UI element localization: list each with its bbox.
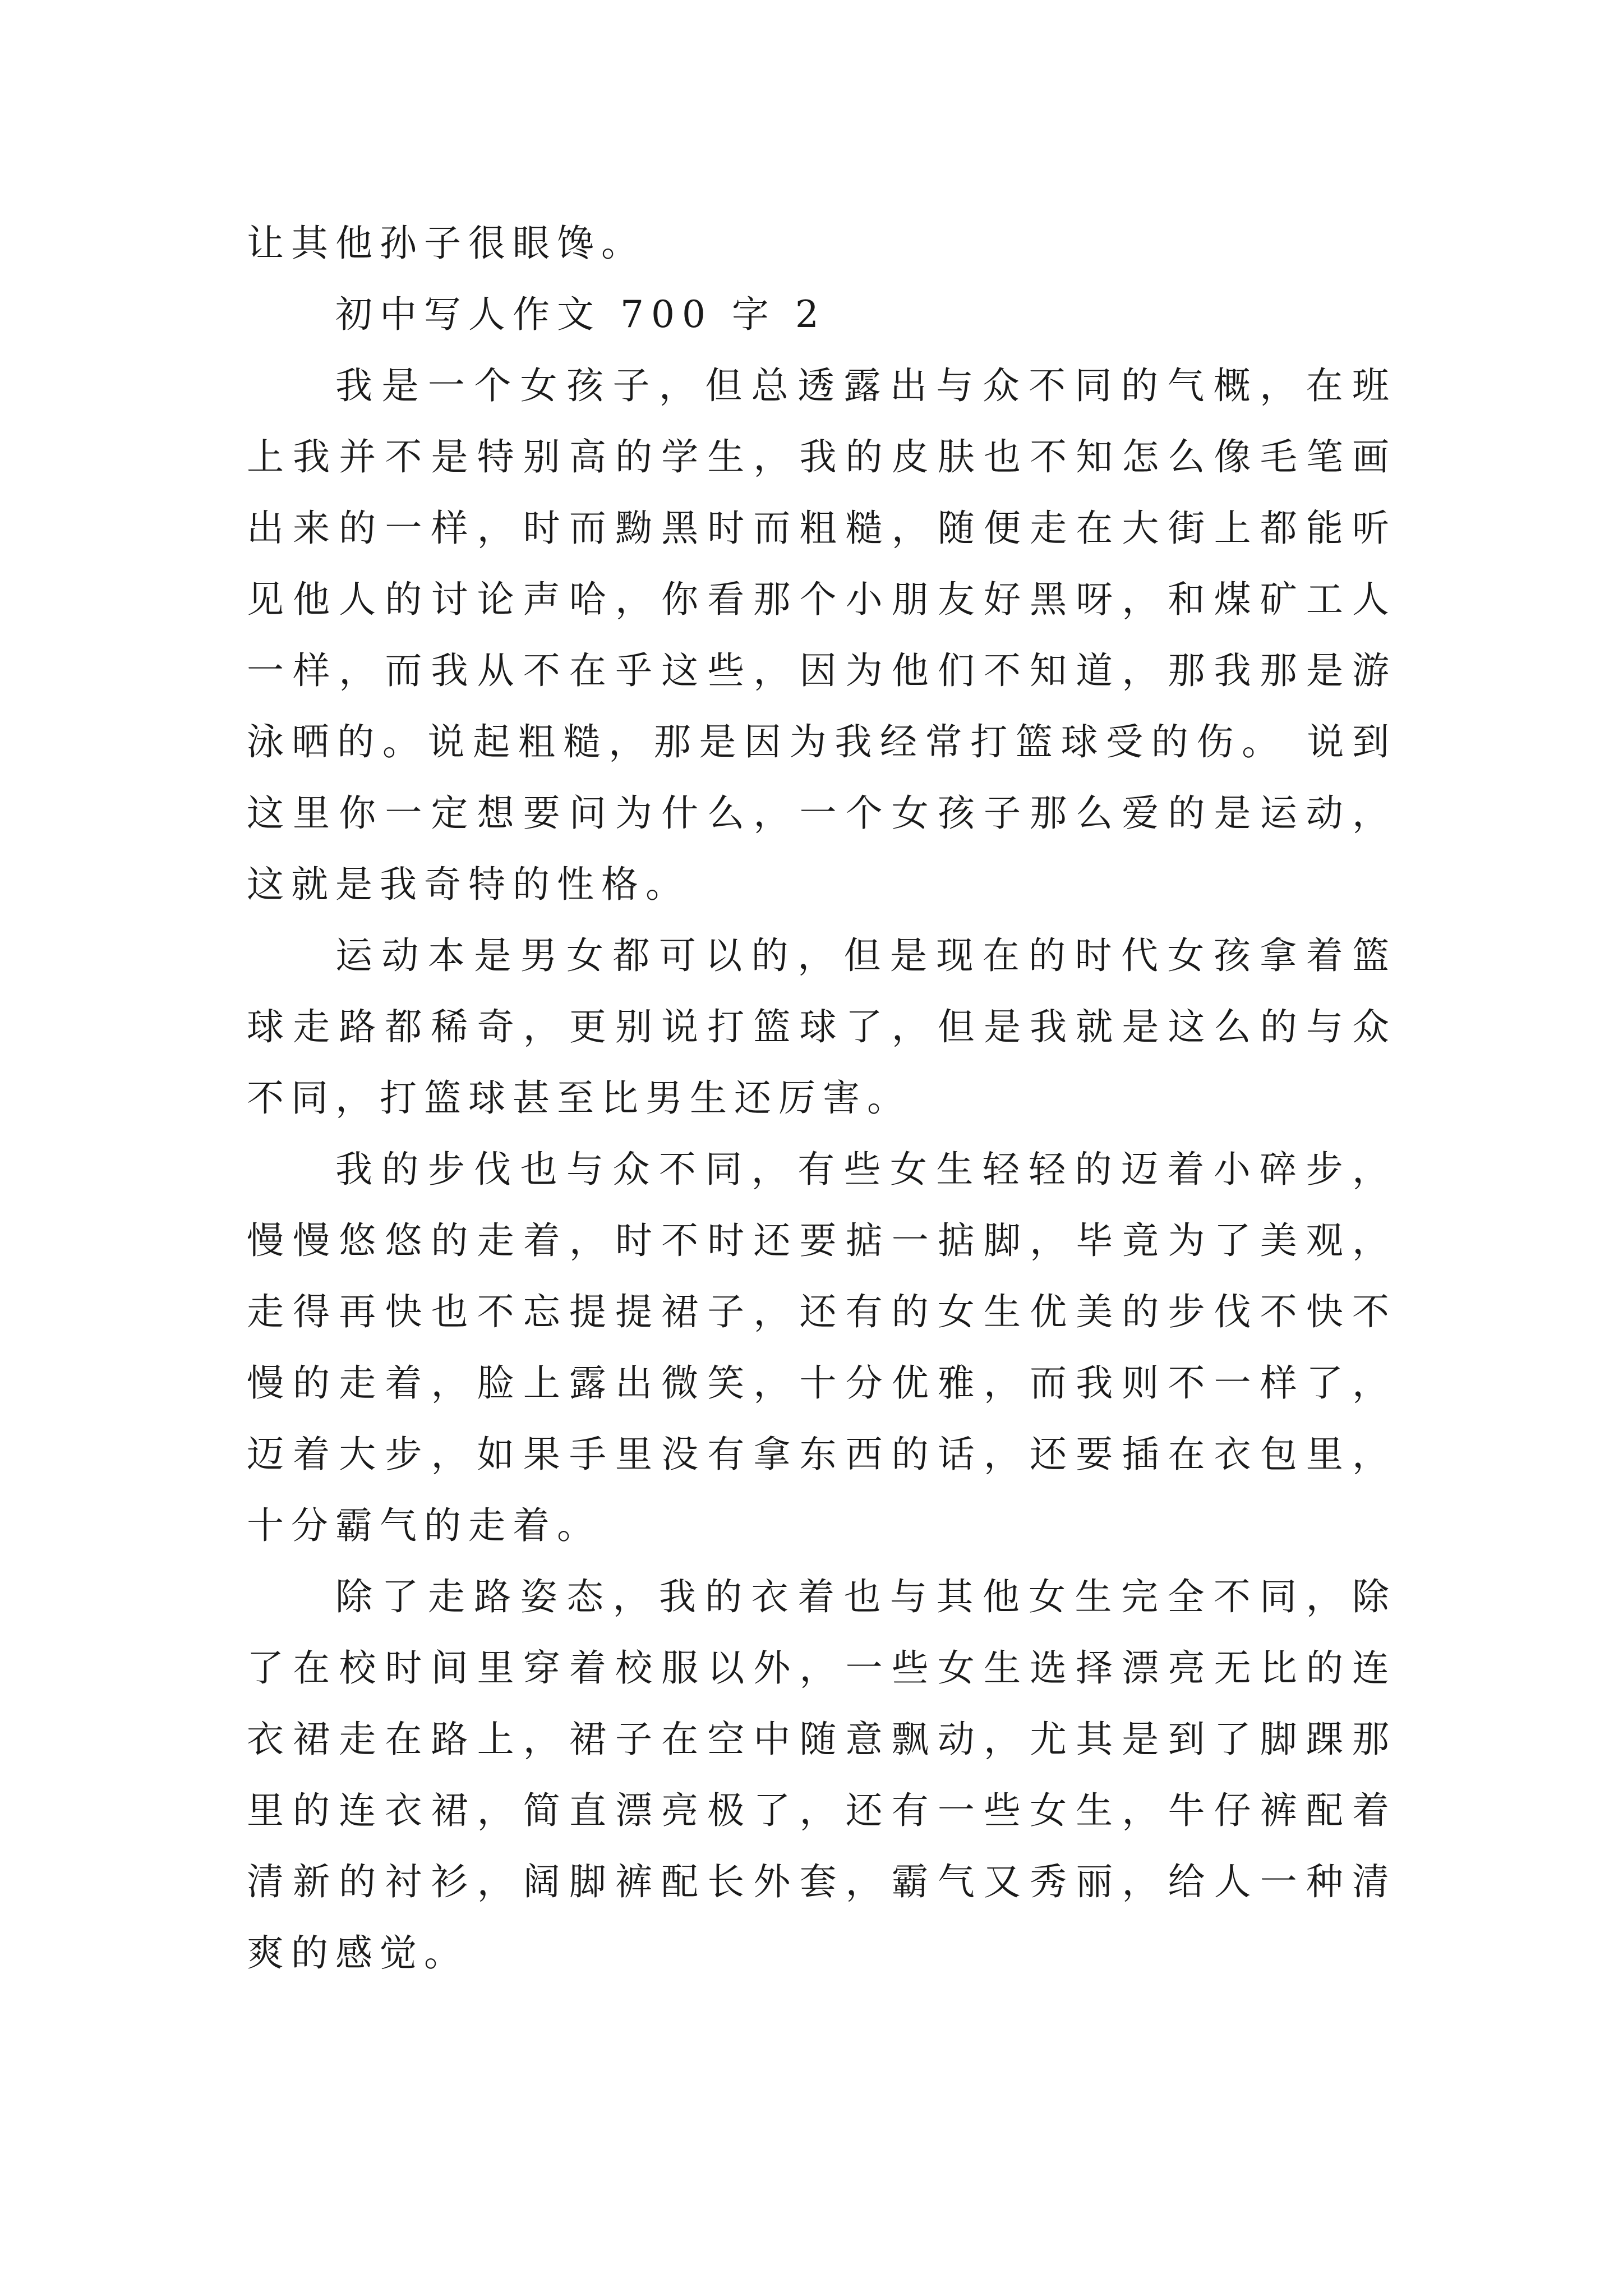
paragraph-1: 我是一个女孩子，但总透露出与众不同的气概，在班上我并不是特别高的学生，我的皮肤也不知怎么像毛笔画出来的一样，时而黝黑时而粗糙，随便走在大街上都能听见他人的讨论声哈，你看那个小朋友好黑呀，和煤矿工人一样，而我从不在乎这些，因为他们不知道，那我那是游泳晒的。说起粗糙，那是因为我经常打篮球受的伤。 说到这里你一定想要问为什么，一个女孩子那么爱的是运动，这就是我奇特的性格。	[247, 364, 1396, 906]
document-body	[247, 208, 1396, 1989]
continuation-line: 让其他孙子很眼馋。	[247, 222, 645, 265]
paragraph-2: 运动本是男女都可以的，但是现在的时代女孩拿着篮球走路都稀奇，更别说打篮球了，但是我就是这么的与众不同，打篮球甚至比男生还厉害。	[247, 934, 1396, 1120]
paragraph-3: 我的步伐也与众不同，有些女生轻轻的迈着小碎步，慢慢悠悠的走着，时不时还要掂一掂脚，毕竟为了美观，走得再快也不忘提提裙子，还有的女生优美的步伐不快不慢的走着，脸上露出微笑，十分优雅，而我则不一样了，迈着大步，如果手里没有拿东西的话，还要插在衣包里，十分霸气的走着。	[247, 1148, 1396, 1547]
essay-heading: 初中写人作文 700 字 2	[335, 293, 826, 336]
paragraph-4: 除了走路姿态，我的衣着也与其他女生完全不同，除了在校时间里穿着校服以外，一些女生选择漂亮无比的连衣裙走在路上，裙子在空中随意飘动，尤其是到了脚踝那里的连衣裙，简直漂亮极了，还有一些女生，牛仔裤配着清新的衬衫，阔脚裤配长外套，霸气又秀丽，给人一种清爽的感觉。	[247, 1575, 1396, 1975]
